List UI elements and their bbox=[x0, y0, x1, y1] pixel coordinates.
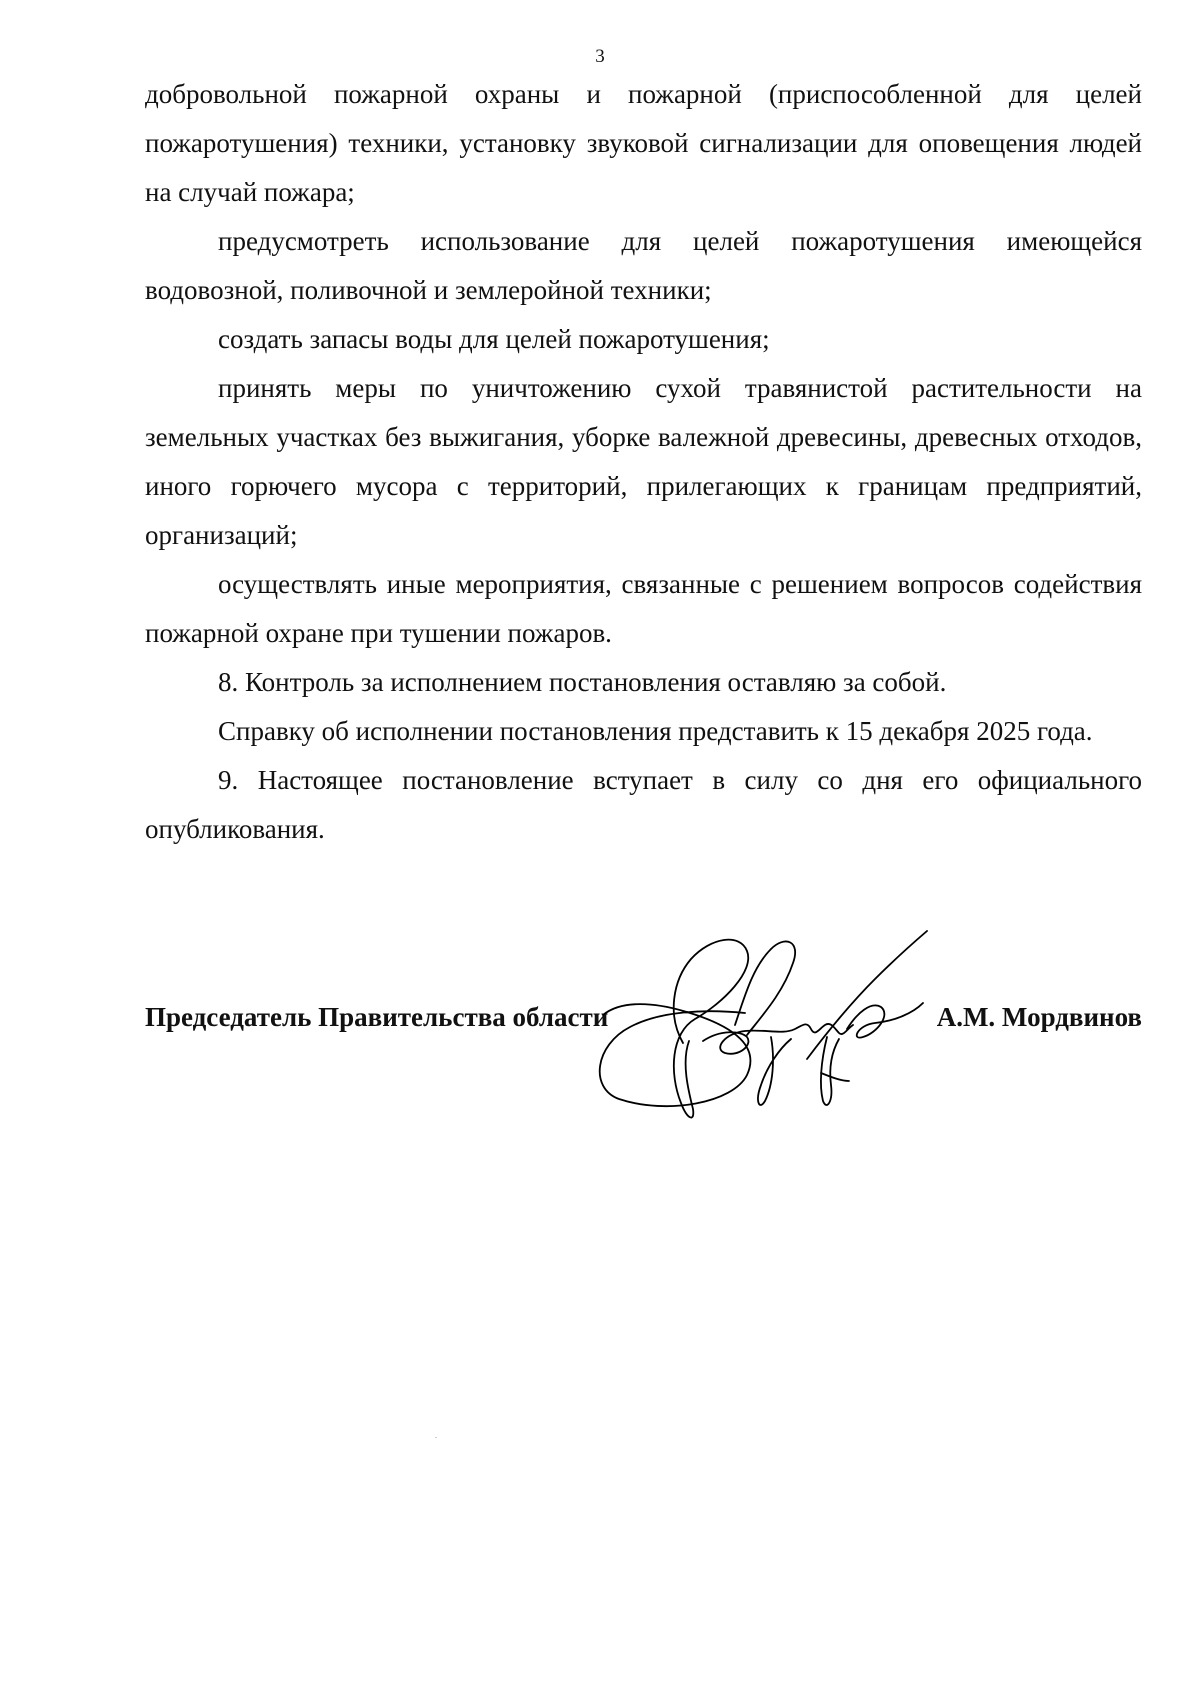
signatory-title: Председатель Правительства области bbox=[145, 1002, 609, 1032]
paragraph-2: предусмотреть использование для целей пожаротушения имеющейся водовозной, поливочной и землеройной техники; bbox=[145, 226, 1142, 305]
scan-speck bbox=[435, 1437, 437, 1438]
paragraph-3: создать запасы воды для целей пожаротушения; bbox=[218, 324, 770, 354]
signatory-name: А.М. Мордвинов bbox=[936, 1002, 1142, 1032]
paragraph-8: 9. Настоящее постановление вступает в силу со дня его официального опубликования. bbox=[145, 765, 1142, 844]
paragraph-6: 8. Контроль за исполнением постановления оставляю за собой. bbox=[218, 667, 947, 697]
paragraph-1: добровольной пожарной охраны и пожарной (приспособленной для целей пожаротушения) техники, установку звуковой сигнализации для оповещения людей на случай пожара; bbox=[145, 79, 1142, 207]
paragraph-5: осуществлять иные мероприятия, связанные с решением вопросов содействия пожарной охране при тушении пожаров. bbox=[145, 569, 1142, 648]
handwritten-signature bbox=[595, 925, 945, 1130]
paragraph-7: Справку об исполнении постановления представить к 15 декабря 2025 года. bbox=[218, 716, 1093, 746]
document-body bbox=[145, 70, 1142, 854]
paragraph-4: принять меры по уничтожению сухой травянистой растительности на земельных участках без выжигания, уборке валежной древесины, древесных отходов, иного горючего мусора с территорий, прилегающих к границам предприятий, организаций; bbox=[145, 373, 1142, 550]
page-number: 3 bbox=[595, 46, 605, 67]
